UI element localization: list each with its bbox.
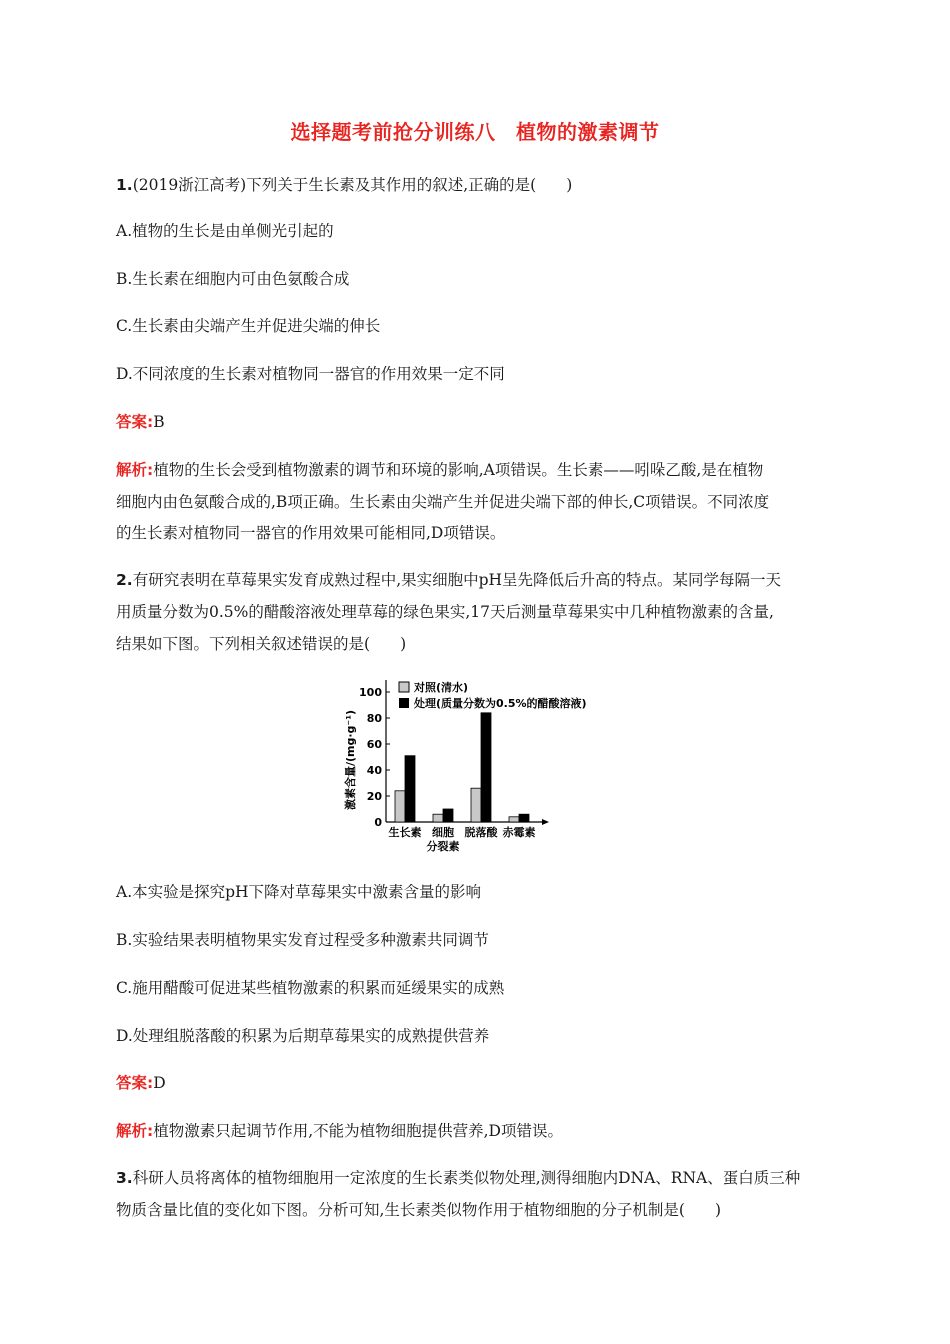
bar-treatment [405, 756, 415, 822]
option-d: D.处理组脱落酸的积累为后期草莓果实的成熟提供营养 [116, 1027, 490, 1045]
question-number: 2. [116, 571, 133, 589]
y-axis-ticks [359, 686, 390, 829]
bar-control [509, 817, 519, 822]
x-tick-label: 分裂素 [426, 840, 460, 853]
legend-label-treatment: 处理(质量分数为0.5%的醋酸溶液) [414, 697, 587, 710]
question-text-end [116, 1198, 721, 1220]
close-paren: ) [714, 1201, 722, 1219]
close-paren: ) [566, 176, 573, 194]
y-tick-label: 40 [366, 764, 382, 777]
close-paren: ) [400, 635, 407, 653]
page-title: 选择题考前抢分训练八 植物的激素调节 [290, 120, 660, 144]
question-2-stem [116, 568, 781, 590]
hormone-bar-chart [330, 670, 620, 860]
answer-value: B [153, 413, 165, 431]
bar-control [433, 814, 443, 822]
bar-treatment [519, 814, 529, 822]
option-c: C.施用醋酸可促进某些植物激素的积累而延缓果实的成熟 [116, 979, 505, 997]
y-axis-label: 激素含量/(mg·g⁻¹) [344, 709, 357, 811]
y-tick-label: 80 [366, 712, 382, 725]
question-text-end [116, 632, 406, 654]
analysis-line [116, 458, 763, 480]
question-text: 用质量分数为0.5%的醋酸溶液处理草莓的绿色果实,17天后测量草莓果实中几种植物激素的含量, [116, 603, 774, 621]
x-tick-label: 脱落酸 [464, 826, 498, 839]
option-b: B.实验结果表明植物果实发育过程受多种激素共同调节 [116, 931, 489, 949]
x-axis-arrow-icon [542, 819, 549, 825]
legend-swatch-control [399, 682, 409, 692]
bar-treatment [443, 809, 453, 822]
bars [395, 713, 529, 822]
option-a: A.植物的生长是由单侧光引起的 [116, 222, 334, 240]
x-tick-label: 生长素 [388, 826, 422, 839]
analysis-label: 解析: [116, 461, 154, 479]
analysis-line: 的生长素对植物同一器官的作用效果可能相同,D项错误。 [116, 524, 506, 542]
bar-treatment [481, 713, 491, 822]
question-text: 科研人员将离体的植物细胞用一定浓度的生长素类似物处理,测得细胞内DNA、RNA、蛋白质三种 [132, 1169, 801, 1187]
analysis-label: 解析: [116, 1122, 154, 1140]
option-c: C.生长素由尖端产生并促进尖端的伸长 [116, 317, 381, 335]
x-tick-label: 赤霉素 [502, 826, 536, 839]
analysis-text: 植物的生长会受到植物激素的调节和环境的影响,A项错误。生长素——吲哚乙酸,是在植物 [153, 461, 764, 479]
bar-control [395, 791, 405, 822]
question-text: 有研究表明在草莓果实发育成熟过程中,果实细胞中pH呈先降低后升高的特点。某同学每隔一天 [132, 571, 782, 589]
answer-line [116, 1071, 166, 1093]
question-text: 物质含量比值的变化如下图。分析可知,生长素类似物作用于植物细胞的分子机制是( [116, 1201, 685, 1219]
y-tick-label: 20 [366, 790, 382, 803]
legend-swatch-treatment [399, 698, 409, 708]
question-number: 3. [116, 1169, 133, 1187]
option-a: A.本实验是探究pH下降对草莓果实中激素含量的影响 [116, 883, 482, 901]
legend-label-control: 对照(清水) [414, 681, 469, 694]
y-tick-label: 60 [366, 738, 382, 751]
legend [399, 680, 587, 710]
analysis-text: 植物激素只起调节作用,不能为植物细胞提供营养,D项错误。 [153, 1122, 563, 1140]
answer-line [116, 410, 165, 432]
answer-value: D [153, 1074, 166, 1092]
answer-label: 答案: [116, 413, 154, 431]
question-text: (2019浙江高考)下列关于生长素及其作用的叙述,正确的是( [132, 176, 537, 194]
question-1-stem [116, 173, 572, 195]
question-text: 结果如下图。下列相关叙述错误的是( [116, 635, 371, 653]
bar-control [471, 788, 481, 822]
option-b: B.生长素在细胞内可由色氨酸合成 [116, 270, 350, 288]
analysis-line [116, 1119, 563, 1141]
question-number: 1. [116, 176, 133, 194]
x-tick-label: 细胞 [432, 826, 454, 839]
y-tick-label: 0 [374, 816, 382, 829]
x-tick-labels [389, 825, 536, 853]
analysis-line: 细胞内由色氨酸合成的,B项正确。生长素由尖端产生并促进尖端下部的伸长,C项错误。不同浓度 [116, 493, 770, 511]
y-tick-label: 100 [359, 686, 382, 699]
question-3-stem [116, 1166, 800, 1188]
answer-label: 答案: [116, 1074, 154, 1092]
option-d: D.不同浓度的生长素对植物同一器官的作用效果一定不同 [116, 365, 505, 383]
